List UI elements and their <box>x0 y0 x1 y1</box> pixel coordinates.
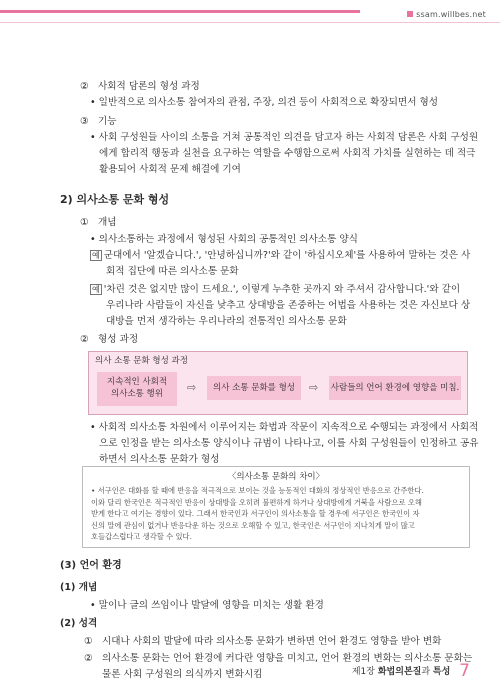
item-number: ② <box>80 334 89 345</box>
site-url-text: ssam.willbes.net <box>416 10 486 19</box>
item-2-heading <box>80 79 200 94</box>
step-1-line1: 지속적인 사회적 <box>106 377 168 387</box>
topic-part: 화법의 <box>377 667 404 677</box>
page-header <box>0 0 500 28</box>
example-label: 예 <box>92 285 100 294</box>
bullet-text: 사회 구성원들 사이의 소통을 거쳐 공통적인 의견을 담고자 하는 사회적 담론은 사회 구성원 <box>98 132 479 143</box>
point-text: 의사소통 문화는 언어 환경에 커다란 영향을 미치고, 언어 환경의 변화는 의사소통 문화는 <box>102 653 473 664</box>
example-1-line2: 회적 집단에 따른 의사소통 문화 <box>106 266 239 277</box>
formation-bullet-line1 <box>90 420 480 435</box>
process-step-3: 사람들의 언어 환경에 영향을 미침. <box>329 376 461 400</box>
item-3-bullet-line2: 에게 합리적 행동과 실천을 요구하는 역할을 수행함으로써 사회적 가치를 실현하는 데 적극 <box>99 148 476 159</box>
bullet-text: 사회적 의사소통 차원에서 이루어지는 화법과 작문이 지속적으로 수행되는 과정에서 사회적 <box>98 422 479 433</box>
item-number: ③ <box>80 116 89 127</box>
point-text: 시대나 사회의 발달에 따라 의사소통 문화가 변하면 언어 환경도 영향을 받아 변화 <box>102 636 442 647</box>
example-text: '차린 것은 없지만 많이 드세요.', 이렇게 누추한 곳까지 와 주셔서 감사합니다.'와 같이 <box>103 284 461 295</box>
header-divider <box>0 22 500 23</box>
box-line: 이와 달리 한국인은 적극적인 반응이 상대방을 오히려 불편하게 하거나 상대방에게 거북을 사람으로 오해 <box>91 497 422 507</box>
section-3-sub-2: (2) 성격 <box>60 618 98 629</box>
box-line: 받게 한다고 여기는 경향이 있다. 그래서 한국인과 서구인이 의사소통을 할 경우에 서구인은 한국인이 자 <box>91 509 420 518</box>
arrow-right-icon: ⇨ <box>187 381 197 394</box>
item-2-bullet <box>90 95 480 110</box>
culture-difference-box <box>82 466 470 548</box>
box-title: 〈의사소통 문화의 차이〉 <box>227 472 325 482</box>
topic-part: 과 <box>421 667 431 677</box>
square-icon <box>407 11 413 17</box>
step-1-line2: 의사소통 행위 <box>111 389 163 399</box>
box-body <box>91 485 463 543</box>
section-3-point-2-line2: 물론 사회 구성원의 의식까지 변화시킴 <box>102 669 263 680</box>
chapter-label: 제1장 <box>351 667 375 677</box>
section-2-item-1-bullet <box>90 232 480 247</box>
section-2-title: 2) 의사소통 문화 형성 <box>60 193 170 206</box>
bullet-text: 말이나 글의 쓰임이나 발달에 영향을 미치는 생활 환경 <box>98 600 324 611</box>
item-number: ① <box>84 636 93 647</box>
box-line: 호들갑스럽다고 생각할 수 있다. <box>91 532 192 541</box>
example-2-line1 <box>90 282 480 297</box>
example-1-line1 <box>90 248 480 263</box>
page-number: 7 <box>459 661 470 681</box>
example-text: 군대에서 '알겠습니다.', '안녕하십니까?'와 같이 '하십시오체'를 사용하여 말하는 것은 사 <box>103 250 471 261</box>
section-2-item-2-heading <box>80 332 138 347</box>
topic-part: 특성 <box>432 667 451 677</box>
diagram-title: 의사 소통 문화 형성 과정 <box>95 356 188 366</box>
item-title: 형성 과정 <box>98 334 139 345</box>
box-line: 신의 말에 관심이 없거나 반응다운 하는 것으로 오해할 수 있고, 한국인은 서구인이 지나치게 말이 많고 <box>91 520 415 530</box>
section-3-sub-1: (1) 개념 <box>60 582 98 593</box>
bullet-text: 의사소통하는 과정에서 형성된 사회의 공통적인 의사소통 양식 <box>98 234 358 245</box>
item-number: ① <box>80 217 89 228</box>
process-step-1 <box>97 372 177 406</box>
item-title: 기능 <box>98 116 117 127</box>
formation-bullet-line2: 으로 인정을 받는 의사소통 양식이나 규범이 나타나고, 이를 사회 구성원들이 인정하고 공유 <box>99 438 479 449</box>
example-label: 예 <box>92 251 100 260</box>
example-2-line2: 우리나라 사람들이 자신을 낮추고 상대방을 존중하는 어법을 사용하는 것은 자신보다 상 <box>106 300 471 311</box>
item-3-bullet-line3: 활용되어 사회적 문제 해결에 기여 <box>99 164 241 175</box>
item-3-heading <box>80 114 117 129</box>
process-step-2: 의사 소통 문화를 형성 <box>207 376 301 400</box>
formation-bullet-line3: 하면서 의사소통 문화가 형성 <box>99 454 220 465</box>
item-title: 사회적 담론의 형성 과정 <box>98 81 200 92</box>
bullet-text: 일반적으로 의사소통 참여자의 관점, 주장, 의견 등이 사회적으로 확장되면서 형성 <box>98 97 439 108</box>
section-2-item-1-heading <box>80 215 117 230</box>
item-number: ② <box>80 81 89 92</box>
formation-process-diagram <box>88 351 468 415</box>
section-3-sub-1-bullet <box>90 598 480 613</box>
item-number: ② <box>84 653 93 664</box>
box-line: • 서구인은 대화를 할 때에 반응을 적극적으로 보이는 것을 능동적인 대화의 정상적인 반응으로 간주한다. <box>91 486 424 495</box>
item-3-bullet-line1 <box>90 130 480 145</box>
section-3-point-1 <box>84 634 484 649</box>
item-title: 개념 <box>98 217 117 228</box>
arrow-right-icon: ⇨ <box>309 381 319 394</box>
topic-part: 본질 <box>403 667 422 677</box>
page-footer <box>351 661 470 681</box>
example-2-line3: 대방을 먼저 생각하는 우리나라의 전통적인 의사소통 문화 <box>106 316 347 327</box>
site-url[interactable] <box>407 7 486 22</box>
section-3-title: (3) 언어 환경 <box>60 560 122 571</box>
